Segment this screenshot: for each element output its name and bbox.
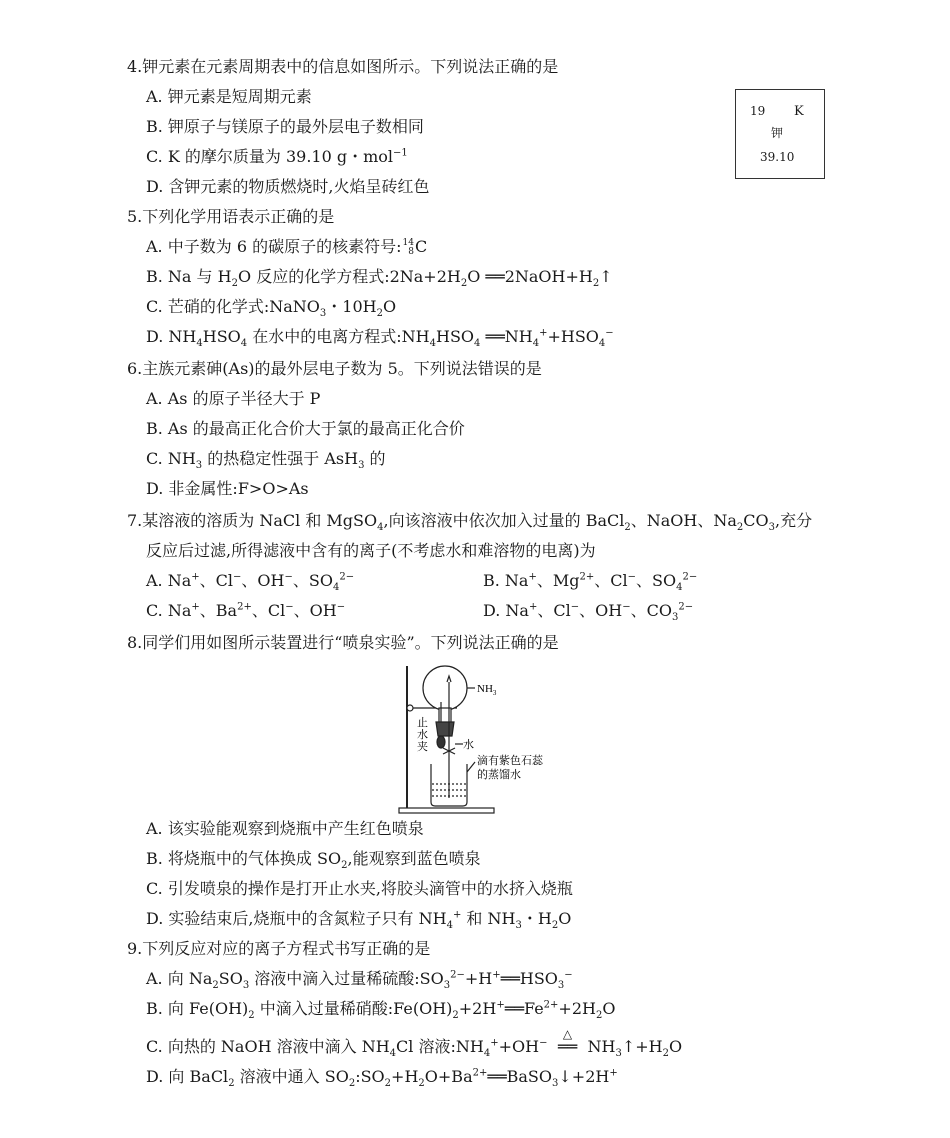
q7-option-a: A. Na+、Cl−、OH−、$SO_4^{2-}$ bbox=[146, 571, 355, 594]
q5-option-c: C. 芒硝的化学式:NaNO$_3$・$10H_2O$ bbox=[146, 297, 397, 320]
q8-option-d: D. 实验结束后,烧瓶中的含氮粒子只有 $NH_4^+$ 和 $NH_3$・$H_2O$ bbox=[146, 909, 572, 932]
q5-option-b: B. Na 与 $H_2O$ 反应的化学方程式$:2Na+2H_2O$ $══2NaOH+H_2↑$ bbox=[146, 267, 613, 290]
q9-option-c: C. 向热的 NaOH 溶液中滴入 $NH_4Cl$ 溶液$:NH_4^++OH^-$ △ ══ $NH_3↑+H_2O$ bbox=[146, 1027, 683, 1060]
clamp-label-1: 止 bbox=[417, 717, 428, 729]
q7-option-b: B. Na+、$Mg^{2+}$、Cl−、$SO_4^{2-}$ bbox=[483, 571, 698, 594]
q7-option-d: D. Na+、Cl−、OH−、$CO_3^{2-}$ bbox=[483, 601, 694, 624]
q9-option-a: A. 向 $Na_2SO_3$ 溶液中滴入过量稀硫酸$:SO_3^{2-}+H^+══HSO_3^-$ bbox=[146, 969, 573, 992]
q8-option-c: C. 引发喷泉的操作是打开止水夹,将胶头滴管中的水挤入烧瓶 bbox=[146, 879, 573, 898]
element-name: 钾 bbox=[771, 126, 784, 140]
q4-option-b: B. 钾原子与镁原子的最外层电子数相同 bbox=[146, 117, 424, 136]
q9-option-b: B. 向 $Fe(OH)_2$ 中滴入过量稀硝酸$:Fe(OH)_2+2H^+══Fe^{2+}+2H_2O$ bbox=[146, 999, 616, 1022]
q6-option-d: D. 非金属性:F>O>As bbox=[146, 479, 309, 498]
q4-option-c: C. K 的摩尔质量为 39.10 g・mol$^{-1}$ bbox=[146, 147, 408, 166]
q9-stem: 9.下列反应对应的离子方程式书写正确的是 bbox=[127, 939, 431, 958]
q8-option-b: B. 将烧瓶中的气体换成 $SO_2$,能观察到蓝色喷泉 bbox=[146, 849, 481, 872]
liquid-label-1: 滴有紫色石蕊 bbox=[477, 755, 543, 767]
q6-stem: 6.主族元素砷(As)的最外层电子数为 5。下列说法错误的是 bbox=[127, 359, 542, 378]
periodic-table-cell bbox=[735, 89, 825, 179]
q4-option-d: D. 含钾元素的物质燃烧时,火焰呈砖红色 bbox=[146, 177, 430, 196]
q7-option-c: C. Na+、$Ba^{2+}$、Cl−、OH− bbox=[146, 601, 346, 620]
clamp-label-2: 水 bbox=[417, 729, 428, 741]
q6-option-a: A. As 的原子半径大于 P bbox=[146, 389, 321, 408]
q4-stem: 4.钾元素在元素周期表中的信息如图所示。下列说法正确的是 bbox=[127, 57, 559, 76]
nh3-label: $NH_3$ bbox=[477, 683, 497, 697]
atomic-number: 19 bbox=[750, 104, 766, 118]
atomic-mass: 39.10 bbox=[760, 150, 795, 164]
liquid-label-2: 的蒸馏水 bbox=[477, 769, 521, 781]
q7-stem-line2: 反应后过滤,所得滤液中含有的离子(不考虑水和难溶物的电离)为 bbox=[146, 541, 596, 560]
q4-option-a: A. 钾元素是短周期元素 bbox=[146, 87, 312, 106]
q9-option-d: D. 向 BaCl$_2$ 溶液中通入 $SO_2:SO_2+H_2O+Ba^{2+}══BaSO_3↓+2H^+$ bbox=[146, 1067, 618, 1090]
clamp-label-3: 夹 bbox=[417, 741, 428, 753]
element-symbol: K bbox=[794, 104, 804, 119]
q6-option-c: C. $NH_3$ 的热稳定性强于 AsH$_3$ 的 bbox=[146, 449, 386, 472]
q5-option-a: A. 中子数为 6 的碳原子的核素符号: 14 8 C bbox=[146, 237, 428, 257]
q5-stem: 5.下列化学用语表示正确的是 bbox=[127, 207, 335, 226]
heating-condition-arrow: △ ══ bbox=[557, 1027, 578, 1056]
q7-stem-line1: 7.某溶液的溶质为 NaCl 和 MgSO$_4$,向该溶液中依次加入过量的 BaCl$_2$、NaOH、$Na_2CO_3$,充分 bbox=[127, 511, 813, 534]
q8-option-a: A. 该实验能观察到烧瓶中产生红色喷泉 bbox=[146, 819, 424, 838]
fountain-apparatus-figure bbox=[395, 662, 575, 814]
q8-stem: 8.同学们用如图所示装置进行“喷泉实验”。下列说法正确的是 bbox=[127, 633, 559, 652]
q5-option-d: D. $NH_4HSO_4$ 在水中的电离方程式$:NH_4HSO_4$ $══NH_4^++HSO_4^-$ bbox=[146, 327, 614, 350]
water-label: 水 bbox=[463, 739, 474, 751]
q6-option-b: B. As 的最高正化合价大于氯的最高正化合价 bbox=[146, 419, 465, 438]
